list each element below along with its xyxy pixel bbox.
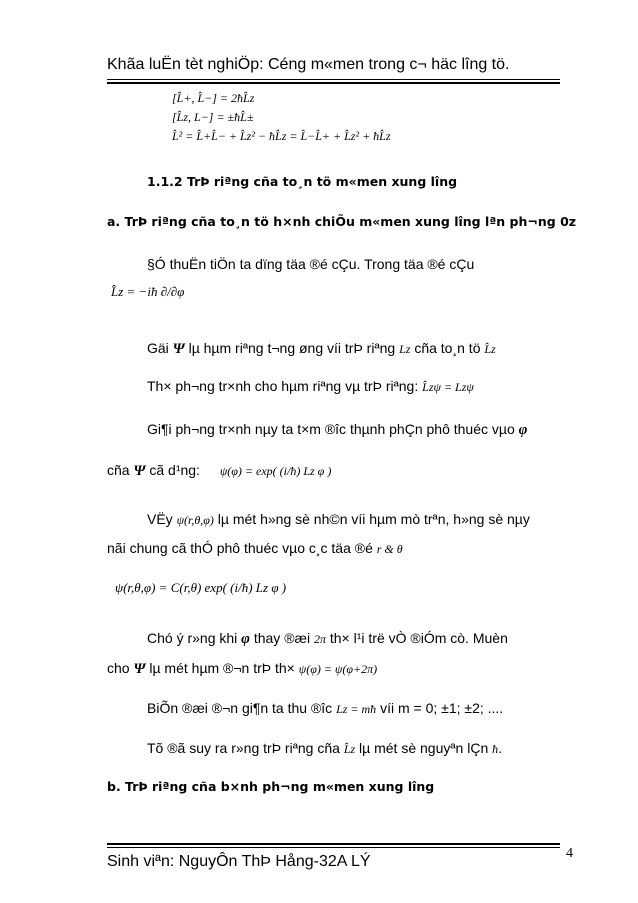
formula-commutator-2: [L̂z, L−] = ±ħL̂± xyxy=(172,110,254,124)
text-goi: Gäi xyxy=(147,340,169,356)
formula-psi-r: ψ(r,θ,φ) xyxy=(176,513,214,527)
paragraph-quantization xyxy=(147,700,503,717)
subsection-heading-b: b. TrÞ riªng cña b×nh ph¬ng m«men xung lîng xyxy=(107,779,435,794)
lz-symbol: Lz xyxy=(399,342,411,356)
text-tro-ve: th× l¹i trë vÒ ®iÓm cò. Muèn xyxy=(329,630,508,646)
paragraph-solve xyxy=(147,421,527,439)
text-cua: cña xyxy=(107,462,130,478)
text-don-tri: lµ mét hµm ®¬n trÞ th× xyxy=(149,660,295,676)
formula-eigen-equation: L̂zψ = Lzψ xyxy=(422,380,474,394)
footer-rule-thick xyxy=(107,843,560,845)
text-operator: cña to¸n tö xyxy=(414,340,481,356)
psi-symbol-2: Ψ xyxy=(133,463,146,479)
paragraph-eigen-equation xyxy=(147,378,474,395)
paragraph-single-valued xyxy=(107,660,377,678)
text-cho: cho xyxy=(107,660,130,676)
text-co-dang: cã d¹ng: xyxy=(149,462,200,478)
formula-lz-operator: L̂z = −iħ ∂/∂φ xyxy=(111,284,185,299)
two-pi-symbol: 2π xyxy=(313,632,326,646)
lz-hat-symbol-2: L̂z xyxy=(343,742,356,756)
psi-symbol-3: Ψ xyxy=(133,661,146,677)
psi-symbol: Ψ xyxy=(172,341,185,357)
footer-student: Sinh viªn: NguyÔn ThÞ Hång-32A LÝ xyxy=(107,853,371,870)
formula-periodic: ψ(φ) = ψ(φ+2π) xyxy=(298,662,378,676)
paragraph-constant xyxy=(147,511,530,528)
paragraph-spherical-coords: §Ó thuËn tiÖn ta dïng täa ®é cÇu. Trong täa ®é cÇu xyxy=(147,256,475,272)
phi-symbol: φ xyxy=(518,422,528,438)
text-nguyen-lan: lµ mét sè nguyªn lÇn xyxy=(359,740,489,756)
text-tu-do: Tõ ®ã suy ra r»ng trÞ riªng cña xyxy=(147,740,340,756)
formula-psi-full: ψ(r,θ,φ) = C(r,θ) exp( (i/ħ) Lz φ ) xyxy=(115,580,287,595)
text-vay: VËy xyxy=(147,511,173,527)
formula-psi-phi: ψ(φ) = exp( (i/ħ) Lz φ ) xyxy=(219,464,332,478)
phi-symbol-2: φ xyxy=(241,631,250,647)
formula-lz-m: Lz = mħ xyxy=(336,702,377,716)
formula-r-theta: r & θ xyxy=(376,542,403,556)
paragraph-conclusion: Tõ ®ã suy ra r»ng trÞ riªng cña L̂z lµ mét sè nguyªn lÇn ħ. xyxy=(147,740,503,756)
footer-rule xyxy=(107,847,560,848)
hbar-symbol: ħ xyxy=(492,742,499,756)
paragraph-form xyxy=(107,462,331,480)
paragraph-depends xyxy=(107,540,403,557)
page-header: Khãa luËn tèt nghiÖp: Céng m«men trong c¬ häc lîng tö. xyxy=(107,56,510,73)
paragraph-periodic xyxy=(147,630,508,648)
formula-l-squared: L̂² = L̂+L̂− + L̂z² − ħL̂z = L̂−L̂+ + L̂z² + ħL̂z xyxy=(172,129,391,143)
text-m-values: víi m = 0; xyxy=(380,700,438,716)
text-eigenfunction: lµ hµm riªng t¬ng øng víi trÞ riªng xyxy=(188,340,396,356)
text-depends: nãi chung cã thÓ phô thuéc vµo c¸c täa ®é xyxy=(107,540,373,556)
subsection-heading-a: a. TrÞ riªng cña to¸n tö h×nh chiÕu m«men xung lîng lªn ph¬ng 0z xyxy=(107,214,577,229)
section-heading-1-1-2: 1.1.2 TrÞ riªng cña to¸n tö m«men xung lîng xyxy=(147,174,458,189)
page-number: 4 xyxy=(566,846,573,861)
text-solve: Gi¶i ph¬ng tr×nh nµy ta t×m ®îc thµnh phÇn phô thuéc vµo xyxy=(147,421,515,437)
text-eigen-equation: Th× ph¬ng tr×nh cho hµm riªng vµ trÞ riªng: xyxy=(147,378,419,394)
header-rule-thick xyxy=(107,82,560,84)
lz-hat-symbol: L̂z xyxy=(484,342,496,356)
text-thay-doi: thay ®æi xyxy=(253,630,311,646)
text-constant: lµ mét h»ng sè nh©n víi hµm mò trªn, h»ng sè nµy xyxy=(217,511,530,527)
header-rule xyxy=(107,79,560,80)
text-chu-y: Chó ý r»ng khi xyxy=(147,630,238,646)
formula-commutator-1: [L̂+, L̂−] = 2ħL̂z xyxy=(172,91,255,105)
m-values: ±1; ±2; .... xyxy=(441,700,504,716)
text-bien-doi: BiÕn ®æi ®¬n gi¶n ta thu ®îc xyxy=(147,700,333,716)
paragraph-eigenfunction xyxy=(147,340,496,358)
